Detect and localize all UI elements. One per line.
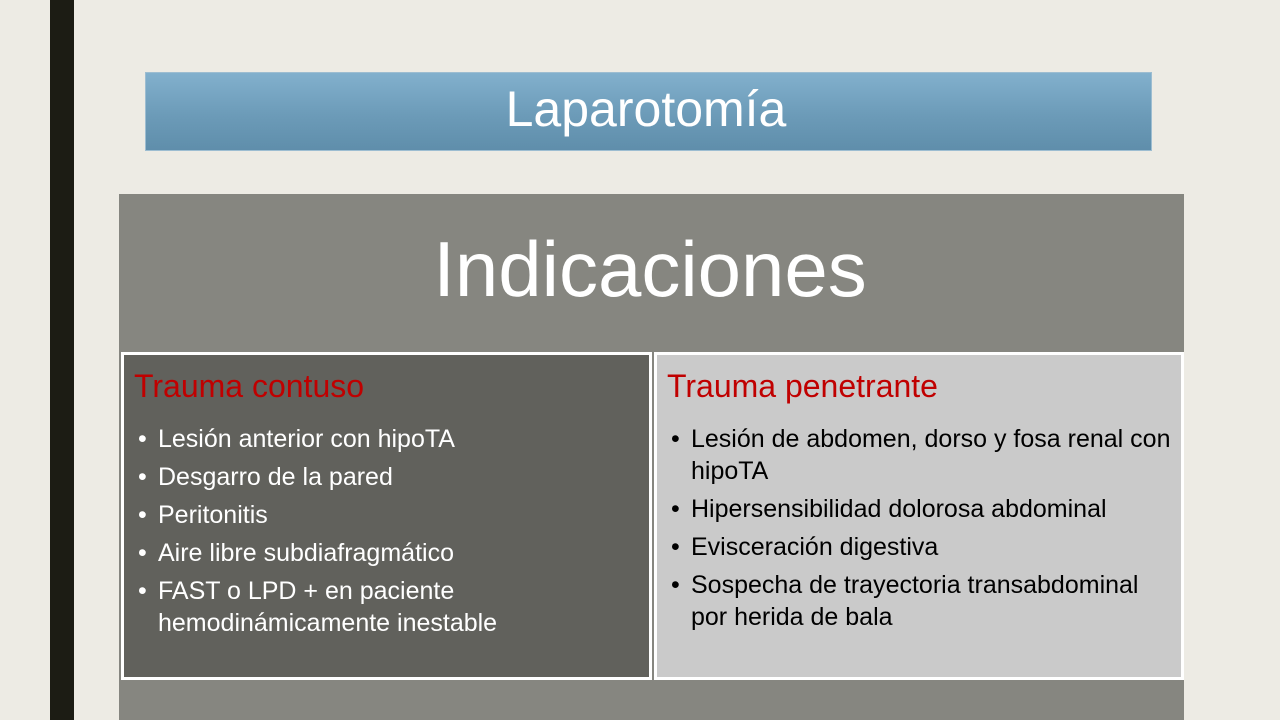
bullet-icon: • <box>138 501 147 529</box>
list-item <box>667 493 1175 525</box>
list-item-text: Aire libre subdiafragmático <box>158 539 454 567</box>
penetrating-trauma-heading: Trauma penetrante <box>667 368 938 404</box>
list-item <box>134 423 643 455</box>
list-item-text: Evisceración digestiva <box>691 533 939 561</box>
bullet-icon: • <box>138 425 147 453</box>
penetrating-trauma-card <box>654 352 1184 680</box>
list-item <box>667 531 1175 563</box>
blunt-trauma-heading: Trauma contuso <box>134 368 365 404</box>
blunt-trauma-list <box>134 423 643 645</box>
list-item <box>667 423 1175 487</box>
list-item <box>134 537 643 569</box>
bullet-icon: • <box>138 577 147 605</box>
bullet-icon: • <box>138 539 147 567</box>
list-item-text: FAST o LPD + en paciente hemodinámicamente inestable <box>158 577 498 637</box>
list-item-text: Hipersensibilidad dolorosa abdominal <box>691 495 1107 523</box>
list-item <box>134 575 643 639</box>
penetrating-trauma-list <box>667 423 1175 639</box>
list-item <box>134 499 643 531</box>
bullet-icon: • <box>671 425 680 453</box>
list-item-text: Desgarro de la pared <box>158 463 393 491</box>
list-item <box>134 461 643 493</box>
title-banner <box>145 72 1152 151</box>
panel-heading: Indicaciones <box>433 225 867 313</box>
blunt-trauma-card <box>121 352 652 680</box>
bullet-icon: • <box>671 495 680 523</box>
left-accent-bar <box>50 0 74 720</box>
bullet-icon: • <box>671 571 680 599</box>
list-item-text: Lesión anterior con hipoTA <box>158 425 455 453</box>
list-item <box>667 569 1175 633</box>
list-item-text: Lesión de abdomen, dorso y fosa renal con hipoTA <box>691 425 1171 485</box>
list-item-text: Sospecha de trayectoria transabdominal por herida de bala <box>691 571 1139 631</box>
list-item-text: Peritonitis <box>158 501 268 529</box>
bullet-icon: • <box>671 533 680 561</box>
bullet-icon: • <box>138 463 147 491</box>
slide-title: Laparotomía <box>505 80 787 137</box>
